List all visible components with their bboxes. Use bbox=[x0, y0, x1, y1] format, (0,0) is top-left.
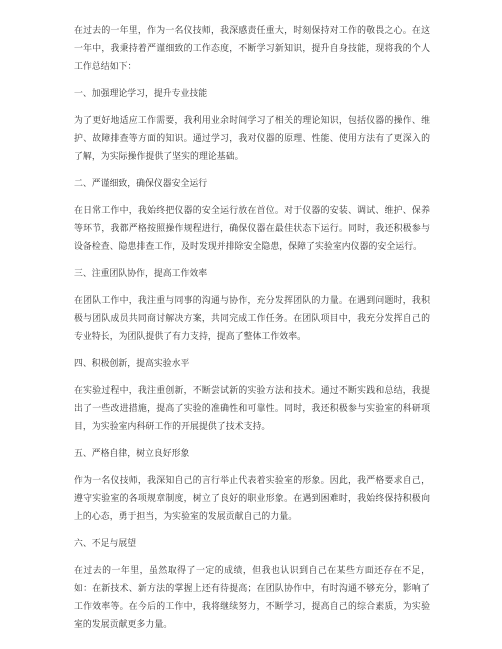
section-body-3: 在团队工作中，我注重与同事的沟通与协作，充分发挥团队的力量。在遇到问题时，我积极与团队成员共同商讨解决方案，共同完成工作任务。在团队项目中，我充分发挥自己的专业特长，为团队提供了有力支持，提高了整体工作效率。 bbox=[74, 296, 430, 342]
section-heading-1: 一、加强理论学习，提升专业技能 bbox=[74, 89, 208, 99]
section-body-6: 在过去的一年里，虽然取得了一定的成绩，但我也认识到自己在某些方面还存在不足，如：在新技术、新方法的掌握上还有待提高；在团队协作中，有时沟通不够充分，影响了工作效率等。在今后的工作中，我将继续努力，不断学习，提高自己的综合素质，为实验室的发展贡献更多力量。 bbox=[74, 566, 430, 630]
document-page bbox=[74, 22, 430, 644]
section-heading-3: 三、注重团队协作，提高工作效率 bbox=[74, 269, 208, 279]
section-body-4: 在实验过程中，我注重创新，不断尝试新的实验方法和技术。通过不断实践和总结，我提出了一些改进措施，提高了实验的准确性和可靠性。同时，我还积极参与实验室的科研项目，为实验室内科研工作的开展提供了技术支持。 bbox=[74, 386, 430, 432]
section-body-5: 作为一名仪技师，我深知自己的言行举止代表着实验室的形象。因此，我严格要求自己，遵守实验室的各项规章制度，树立了良好的职业形象。在遇到困难时，我始终保持积极向上的心态，勇于担当，为实验室的发展贡献自己的力量。 bbox=[74, 476, 430, 522]
section-heading-6: 六、不足与展望 bbox=[74, 539, 137, 549]
section-body-1: 为了更好地适应工作需要，我利用业余时间学习了相关的理论知识，包括仪器的操作、维护、故障排查等方面的知识。通过学习，我对仪器的原理、性能、使用方法有了更深入的了解，为实际操作提供了坚实的理论基础。 bbox=[74, 116, 430, 162]
intro-paragraph: 在过去的一年里，作为一名仪技师，我深感责任重大，时刻保持对工作的敬畏之心。在这一年中，我秉持着严谨细致的工作态度，不断学习新知识，提升自身技能，现将我的个人工作总结如下： bbox=[74, 26, 430, 72]
section-body-2: 在日常工作中，我始终把仪器的安全运行放在首位。对于仪器的安装、调试、维护、保养等环节，我都严格按照操作规程进行，确保仪器在最佳状态下运行。同时，我还积极参与设备检查、隐患排查工作，及时发现并排除安全隐患，保障了实验室内仪器的安全运行。 bbox=[74, 206, 430, 252]
section-heading-2: 二、严谨细致，确保仪器安全运行 bbox=[74, 179, 208, 189]
section-heading-5: 五、严格自律，树立良好形象 bbox=[74, 449, 190, 459]
section-heading-4: 四、积极创新，提高实验水平 bbox=[74, 359, 190, 369]
